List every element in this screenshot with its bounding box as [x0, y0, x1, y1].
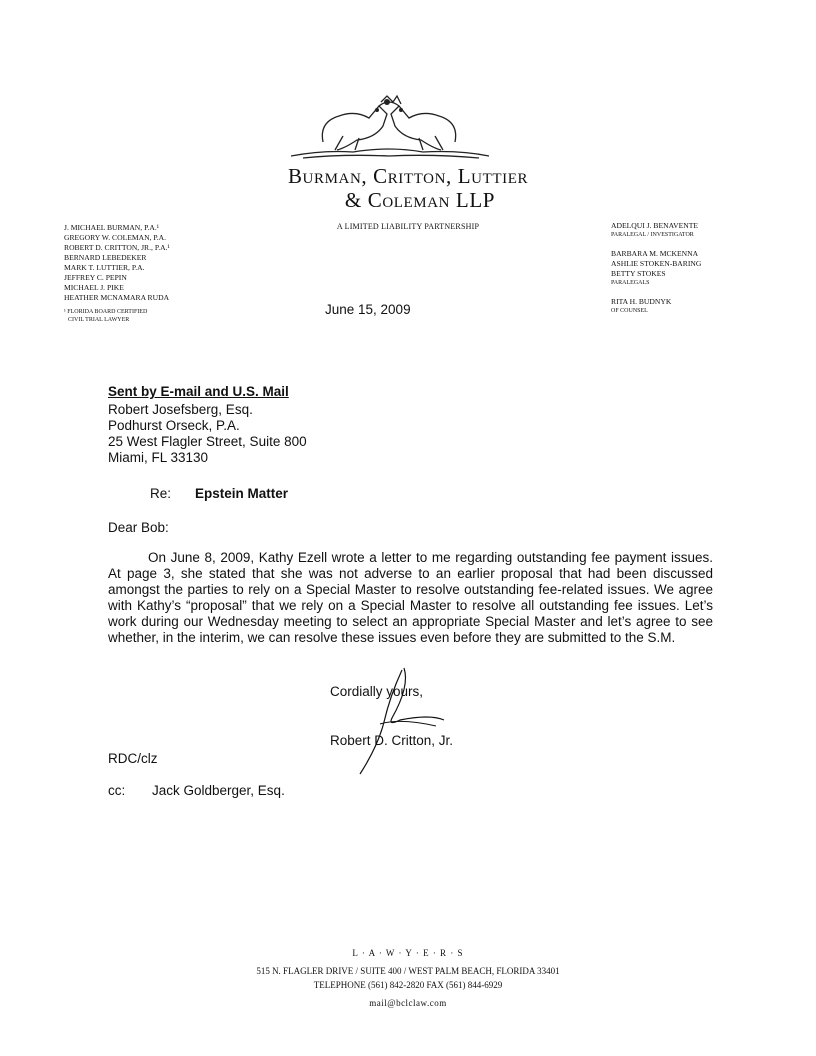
footer-phone: TELEPHONE (561) 842-2820 FAX (561) 844-6929	[313, 980, 503, 990]
investigator-name: ADELQUI J. BENAVENTE	[611, 221, 698, 230]
footer-address: 515 N. FLAGLER DRIVE / SUITE 400 / WEST PALM BEACH, FLORIDA 33401	[256, 966, 560, 976]
re-label: Re:	[150, 486, 172, 501]
signature	[340, 666, 480, 778]
partner-name: GREGORY W. COLEMAN, P.A.	[64, 233, 167, 242]
counsel-name: RITA H. BUDNYK	[611, 297, 672, 306]
recipient-line: Podhurst Orseck, P.A.	[108, 418, 240, 433]
certification-note-line: CIVIL TRIAL LAWYER	[68, 317, 130, 323]
paralegal-name: BARBARA M. MCKENNA	[611, 249, 699, 258]
paralegal-name: BETTY STOKES	[611, 269, 666, 278]
partner-name: HEATHER MCNAMARA RUDA	[64, 293, 170, 302]
cc-label: cc:	[108, 783, 126, 798]
firm-name-line1: Burman, Critton, Luttier	[287, 164, 529, 188]
partner-name: ROBERT D. CRITTON, JR., P.A.¹	[64, 243, 170, 252]
partner-name: J. MICHAEL BURMAN, P.A.¹	[64, 223, 160, 232]
closing: Cordially yours,	[330, 684, 424, 699]
cc-recipient: Jack Goldberger, Esq.	[152, 783, 285, 798]
footer-email: mail@bclclaw.com	[369, 998, 447, 1008]
re-subject: Epstein Matter	[195, 486, 289, 501]
investigator-title: PARALEGAL / INVESTIGATOR	[611, 232, 694, 238]
typist-initials: RDC/clz	[108, 751, 158, 766]
paralegal-name: ASHLIE STOKEN-BARING	[611, 259, 702, 268]
partner-name: MICHAEL J. PIKE	[64, 283, 124, 292]
recipient-address	[108, 402, 307, 466]
signer-name: Robert D. Critton, Jr.	[330, 733, 454, 748]
firm-logo	[283, 92, 495, 164]
letter-date: June 15, 2009	[325, 302, 411, 317]
delivery-method: Sent by E-mail and U.S. Mail	[108, 384, 289, 399]
footer-lawyers: L · A · W · Y · E · R · S	[352, 948, 464, 958]
recipient-line: Robert Josefsberg, Esq.	[108, 402, 253, 417]
firm-subtitle: A LIMITED LIABILITY PARTNERSHIP	[336, 222, 480, 231]
paralegals-title: PARALEGALS	[611, 280, 650, 286]
body-paragraph: On June 8, 2009, Kathy Ezell wrote a letter to me regarding outstanding fee payment issues. At page 3, she stated that she was not adverse to an earlier proposal that had been discussed amongst the parties to rely on a Special Master to resolve outstanding fee-related issues. We agree with Kathy’s “proposal” that we rely on a Special Master to resolve all outstanding fee issues. Let’s work during our Wednesday meeting to select an appropriate Special Master and let’s agree to see whether, in the interim, we can resolve these issues even before they are submitted to the S.M.	[108, 550, 713, 645]
firm-name-line2: & Coleman LLP	[344, 188, 496, 212]
staff-list	[611, 221, 781, 315]
certification-note-line: ¹ FLORIDA BOARD CERTIFIED	[64, 309, 148, 315]
certification-note	[64, 308, 254, 324]
salutation: Dear Bob:	[108, 520, 169, 535]
partner-name: BERNARD LEBEDEKER	[64, 253, 147, 262]
partner-name: MARK T. LUTTIER, P.A.	[64, 263, 145, 272]
partners-list	[64, 223, 254, 324]
recipient-line: 25 West Flagler Street, Suite 800	[108, 434, 307, 449]
recipient-line: Miami, FL 33130	[108, 450, 209, 465]
partner-name: JEFFREY C. PEPIN	[64, 273, 127, 282]
counsel-title: OF COUNSEL	[611, 308, 648, 314]
